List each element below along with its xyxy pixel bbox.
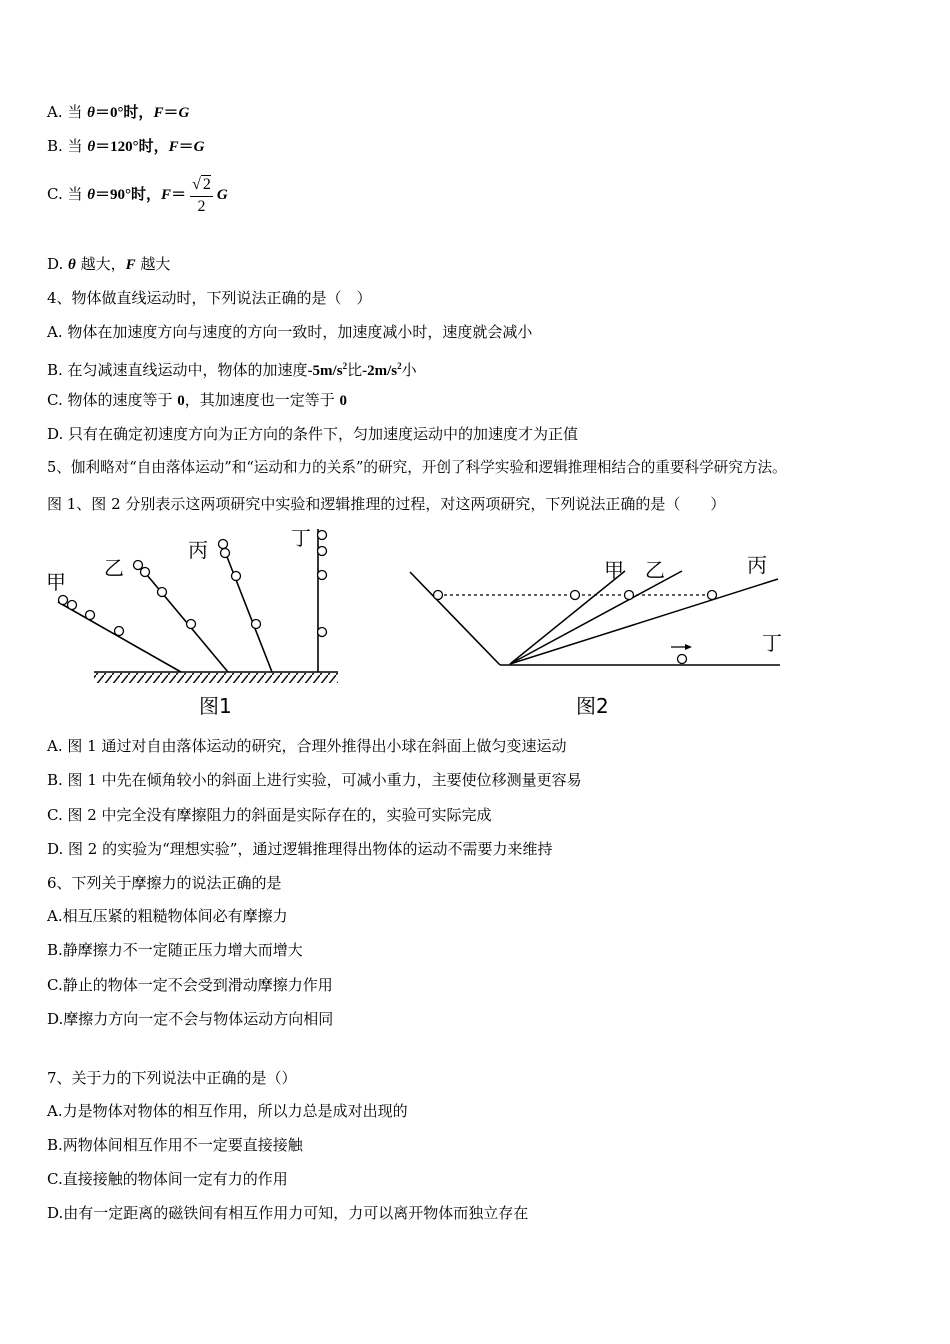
ball: [232, 572, 241, 581]
figure-2: [400, 545, 800, 725]
q3-option-a: A. 当 θ＝0°时，F＝G: [47, 103, 190, 121]
caption-fig2: 图2: [576, 694, 609, 718]
ball: [708, 591, 717, 600]
q5-stem-line1: 5、伽利略对“自由落体运动”和“运动和力的关系”的研究，开创了科学实验和逻辑推理相结合的重要科学研究方法。: [47, 459, 787, 476]
q5-option-a: A. 图 1 通过对自由落体运动的研究，合理外推得出小球在斜面上做匀变速运动: [47, 737, 567, 755]
arrow-head-icon: [685, 644, 692, 650]
ball: [252, 620, 261, 629]
incline-jia: [510, 571, 625, 664]
q5-option-c: C. 图 2 中完全没有摩擦阻力的斜面是实际存在的，实验可实际完成: [47, 806, 492, 824]
label-jia: 甲: [604, 558, 624, 582]
q7-stem: 7、关于力的下列说法中正确的是（）: [47, 1069, 297, 1087]
q4-option-d: D. 只有在确定初速度方向为正方向的条件下，匀加速度运动中的加速度才为正值: [47, 425, 579, 443]
ball: [158, 588, 167, 597]
q6-option-c: C.静止的物体一定不会受到滑动摩擦力作用: [47, 976, 333, 994]
incline-bing: [222, 544, 272, 672]
q3-option-d: D. θ 越大，F 越大: [47, 255, 171, 273]
ball: [678, 655, 687, 664]
figure-1: [40, 525, 350, 725]
ball: [625, 591, 634, 600]
ground-hatching: [94, 673, 338, 683]
q4-stem: 4、物体做直线运动时，下列说法正确的是（ ）: [47, 289, 372, 307]
label-jia: 甲: [46, 570, 66, 594]
q6-option-d: D.摩擦力方向一定不会与物体运动方向相同: [47, 1010, 334, 1028]
ball: [68, 601, 77, 610]
label-yi: 乙: [645, 558, 665, 582]
q4-option-c: C. 物体的速度等于 0，其加速度也一定等于 0: [47, 391, 348, 409]
q6-option-b: B.静摩擦力不一定随正压力增大而增大: [47, 941, 303, 959]
q7-option-d: D.由有一定距离的磁铁间有相互作用力可知，力可以离开物体而独立存在: [47, 1204, 529, 1222]
ball: [318, 628, 327, 637]
ball: [115, 627, 124, 636]
q4-option-b: B. 在匀减速直线运动中，物体的加速度$-5m/s^2$比$-2m/s^2$小: [47, 361, 417, 379]
label-bing: 丙: [747, 553, 767, 577]
q7-option-c: C.直接接触的物体间一定有力的作用: [47, 1170, 288, 1188]
incline-yi: [137, 563, 228, 672]
ball: [59, 596, 68, 605]
sqrt-symbol: √ 2: [192, 175, 211, 193]
ball: [318, 571, 327, 580]
incline-jia: [58, 602, 181, 672]
q7-option-b: B.两物体间相互作用不一定要直接接触: [47, 1136, 303, 1154]
ball: [221, 549, 230, 558]
q6-stem: 6、下列关于摩擦力的说法正确的是: [47, 874, 282, 892]
ball: [86, 611, 95, 620]
ball: [318, 531, 327, 540]
q7-option-a: A.力是物体对物体的相互作用，所以力总是成对出现的: [47, 1102, 408, 1120]
ball: [187, 620, 196, 629]
ball: [219, 540, 228, 549]
q3-option-c: C. 当 θ＝90°时，F＝ $\frac{√ 2}{2}$ G: [47, 175, 228, 215]
ball: [134, 561, 143, 570]
ball: [141, 568, 150, 577]
label-yi: 乙: [104, 556, 124, 580]
q5-option-d: D. 图 2 的实验为“理想实验”，通过逻辑推理得出物体的运动不需要力来维持: [47, 840, 553, 858]
ball: [434, 591, 443, 600]
q3-option-b: B. 当 θ＝120°时，F＝G: [47, 137, 205, 155]
ball: [318, 547, 327, 556]
left-incline: [410, 572, 500, 665]
caption-fig1: 图1: [199, 694, 232, 718]
fraction-sqrt2-over-2: $\frac{√ 2}{2}$: [192, 175, 211, 215]
label-bing: 丙: [188, 538, 208, 562]
q4-option-a: A. 物体在加速度方向与速度的方向一致时，加速度减小时，速度就会减小: [47, 323, 533, 341]
label-ding: 丁: [762, 631, 782, 655]
label-ding: 丁: [291, 526, 311, 550]
q5-option-b: B. 图 1 中先在倾角较小的斜面上进行实验，可减小重力，主要使位移测量更容易: [47, 771, 582, 789]
q5-stem-line2: 图 1、图 2 分别表示这两项研究中实验和逻辑推理的过程，对这两项研究，下列说法正确的是（ ）: [47, 495, 726, 513]
q6-option-a: A.相互压紧的粗糙物体间必有摩擦力: [47, 907, 288, 925]
ball: [571, 591, 580, 600]
